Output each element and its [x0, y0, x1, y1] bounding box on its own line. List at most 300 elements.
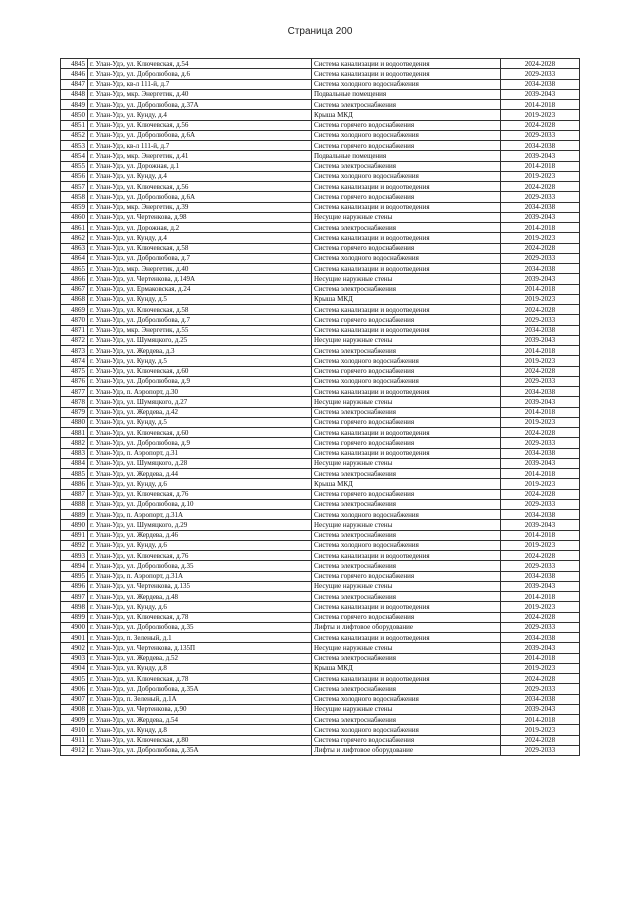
system-cell: Система канализации и водоотведения [312, 59, 501, 69]
address-cell: г. Улан-Удэ, ул. Ермаковская, д.24 [88, 284, 312, 294]
period-cell: 2014-2018 [501, 346, 580, 356]
address-cell: г. Улан-Удэ, ул. Ключевская, д.56 [88, 182, 312, 192]
row-number-cell: 4886 [61, 479, 88, 489]
table-row [61, 684, 580, 694]
address-cell: г. Улан-Удэ, п. Аэропорт, д.31 [88, 448, 312, 458]
period-cell: 2014-2018 [501, 161, 580, 171]
row-number-cell: 4903 [61, 653, 88, 663]
period-cell: 2014-2018 [501, 223, 580, 233]
row-number-cell: 4850 [61, 110, 88, 120]
address-cell: г. Улан-Удэ, ул. Ключевская, д.78 [88, 612, 312, 622]
period-cell: 2034-2038 [501, 141, 580, 151]
address-cell: г. Улан-Удэ, ул. Дорожная, д.2 [88, 223, 312, 233]
system-cell: Система электроснабжения [312, 530, 501, 540]
row-number-cell: 4874 [61, 356, 88, 366]
period-cell: 2029-2033 [501, 69, 580, 79]
address-cell: г. Улан-Удэ, ул. Кунду, д.4 [88, 171, 312, 181]
row-number-cell: 4909 [61, 715, 88, 725]
table-row [61, 458, 580, 468]
row-number-cell: 4854 [61, 151, 88, 161]
address-cell: г. Улан-Удэ, п. Зеленый, д.1А [88, 694, 312, 704]
period-cell: 2029-2033 [501, 438, 580, 448]
row-number-cell: 4882 [61, 438, 88, 448]
period-cell: 2034-2038 [501, 202, 580, 212]
address-cell: г. Улан-Удэ, ул. Добролюбова, д.35А [88, 684, 312, 694]
address-cell: г. Улан-Удэ, ул. Добролюбова, д.9 [88, 376, 312, 386]
table-row [61, 469, 580, 479]
table-row [61, 551, 580, 561]
system-cell: Система горячего водоснабжения [312, 571, 501, 581]
table-row [61, 253, 580, 263]
row-number-cell: 4859 [61, 202, 88, 212]
period-cell: 2019-2023 [501, 479, 580, 489]
system-cell: Система электроснабжения [312, 592, 501, 602]
address-cell: г. Улан-Удэ, ул. Жердева, д.44 [88, 469, 312, 479]
row-number-cell: 4907 [61, 694, 88, 704]
address-cell: г. Улан-Удэ, ул. Жердева, д.46 [88, 530, 312, 540]
period-cell: 2024-2028 [501, 243, 580, 253]
address-cell: г. Улан-Удэ, ул. Добролюбова, д.6А [88, 192, 312, 202]
row-number-cell: 4901 [61, 633, 88, 643]
period-cell: 2039-2043 [501, 581, 580, 591]
table-row [61, 79, 580, 89]
system-cell: Несущие наружные стены [312, 335, 501, 345]
row-number-cell: 4911 [61, 735, 88, 745]
system-cell: Система горячего водоснабжения [312, 192, 501, 202]
address-cell: г. Улан-Удэ, ул. Добролюбова, д.7 [88, 315, 312, 325]
table-row [61, 571, 580, 581]
system-cell: Система горячего водоснабжения [312, 366, 501, 376]
period-cell: 2014-2018 [501, 100, 580, 110]
address-cell: г. Улан-Удэ, ул. Жердева, д.52 [88, 653, 312, 663]
system-cell: Система электроснабжения [312, 499, 501, 509]
address-cell: г. Улан-Удэ, ул. Ключевская, д.56 [88, 120, 312, 130]
row-number-cell: 4910 [61, 725, 88, 735]
address-cell: г. Улан-Удэ, ул. Кунду, д.5 [88, 417, 312, 427]
address-cell: г. Улан-Удэ, ул. Ключевская, д.76 [88, 551, 312, 561]
system-cell: Система канализации и водоотведения [312, 264, 501, 274]
period-cell: 2029-2033 [501, 315, 580, 325]
table-row [61, 356, 580, 366]
row-number-cell: 4895 [61, 571, 88, 581]
system-cell: Система холодного водоснабжения [312, 356, 501, 366]
address-cell: г. Улан-Удэ, ул. Чертенкова, д.135 [88, 581, 312, 591]
address-cell: г. Улан-Удэ, ул. Чертенкова, д.149А [88, 274, 312, 284]
table-row [61, 100, 580, 110]
period-cell: 2019-2023 [501, 110, 580, 120]
address-cell: г. Улан-Удэ, ул. Добролюбова, д.35А [88, 745, 312, 755]
system-cell: Несущие наружные стены [312, 704, 501, 714]
system-cell: Система холодного водоснабжения [312, 253, 501, 263]
address-cell: г. Улан-Удэ, мкр. Энергетик, д.40 [88, 264, 312, 274]
row-number-cell: 4892 [61, 540, 88, 550]
period-cell: 2034-2038 [501, 633, 580, 643]
row-number-cell: 4848 [61, 89, 88, 99]
row-number-cell: 4878 [61, 397, 88, 407]
table-row [61, 489, 580, 499]
row-number-cell: 4867 [61, 284, 88, 294]
address-cell: г. Улан-Удэ, мкр. Энергетик, д.41 [88, 151, 312, 161]
table-row [61, 417, 580, 427]
row-number-cell: 4872 [61, 335, 88, 345]
system-cell: Система холодного водоснабжения [312, 376, 501, 386]
period-cell: 2039-2043 [501, 151, 580, 161]
table-row [61, 335, 580, 345]
period-cell: 2039-2043 [501, 643, 580, 653]
system-cell: Система канализации и водоотведения [312, 674, 501, 684]
table-row [61, 592, 580, 602]
row-number-cell: 4880 [61, 417, 88, 427]
period-cell: 2019-2023 [501, 356, 580, 366]
period-cell: 2029-2033 [501, 192, 580, 202]
period-cell: 2034-2038 [501, 325, 580, 335]
table-row [61, 633, 580, 643]
page-header: Страница 200 [287, 26, 353, 37]
period-cell: 2024-2028 [501, 59, 580, 69]
address-cell: г. Улан-Удэ, ул. Кунду, д.8 [88, 663, 312, 673]
system-cell: Система электроснабжения [312, 407, 501, 417]
table-row [61, 387, 580, 397]
system-cell: Система электроснабжения [312, 469, 501, 479]
period-cell: 2024-2028 [501, 612, 580, 622]
address-cell: г. Улан-Удэ, мкр. Энергетик, д.55 [88, 325, 312, 335]
system-cell: Система канализации и водоотведения [312, 233, 501, 243]
row-number-cell: 4868 [61, 294, 88, 304]
row-number-cell: 4891 [61, 530, 88, 540]
system-cell: Система холодного водоснабжения [312, 694, 501, 704]
table-row [61, 407, 580, 417]
period-cell: 2029-2033 [501, 561, 580, 571]
table-row [61, 745, 580, 755]
system-cell: Система канализации и водоотведения [312, 387, 501, 397]
period-cell: 2019-2023 [501, 417, 580, 427]
table-row [61, 643, 580, 653]
system-cell: Система электроснабжения [312, 653, 501, 663]
row-number-cell: 4858 [61, 192, 88, 202]
table-row [61, 223, 580, 233]
row-number-cell: 4871 [61, 325, 88, 335]
period-cell: 2019-2023 [501, 663, 580, 673]
address-cell: г. Улан-Удэ, ул. Шумяцкого, д.25 [88, 335, 312, 345]
table-row [61, 212, 580, 222]
table-row [61, 397, 580, 407]
system-cell: Несущие наружные стены [312, 520, 501, 530]
row-number-cell: 4860 [61, 212, 88, 222]
table-row [61, 69, 580, 79]
row-number-cell: 4846 [61, 69, 88, 79]
row-number-cell: 4888 [61, 499, 88, 509]
address-cell: г. Улан-Удэ, ул. Ключевская, д.78 [88, 674, 312, 684]
system-cell: Система горячего водоснабжения [312, 612, 501, 622]
address-cell: г. Улан-Удэ, ул. Шумяцкого, д.29 [88, 520, 312, 530]
row-number-cell: 4862 [61, 233, 88, 243]
table-row [61, 151, 580, 161]
address-cell: г. Улан-Удэ, мкр. Энергетик, д.39 [88, 202, 312, 212]
system-cell: Лифты и лифтовое оборудование [312, 745, 501, 755]
system-cell: Система горячего водоснабжения [312, 489, 501, 499]
system-cell: Система электроснабжения [312, 684, 501, 694]
system-cell: Несущие наружные стены [312, 643, 501, 653]
row-number-cell: 4863 [61, 243, 88, 253]
table-row [61, 171, 580, 181]
address-cell: г. Улан-Удэ, ул. Ключевская, д.58 [88, 305, 312, 315]
table-row [61, 243, 580, 253]
address-cell: г. Улан-Удэ, ул. Ключевская, д.80 [88, 735, 312, 745]
row-number-cell: 4896 [61, 581, 88, 591]
table-row [61, 581, 580, 591]
row-number-cell: 4912 [61, 745, 88, 755]
system-cell: Система холодного водоснабжения [312, 79, 501, 89]
system-cell: Система холодного водоснабжения [312, 725, 501, 735]
address-cell: г. Улан-Удэ, ул. Чертенкова, д.98 [88, 212, 312, 222]
system-cell: Система канализации и водоотведения [312, 428, 501, 438]
system-cell: Крыша МКД [312, 663, 501, 673]
table-row [61, 612, 580, 622]
period-cell: 2019-2023 [501, 294, 580, 304]
period-cell: 2034-2038 [501, 264, 580, 274]
system-cell: Лифты и лифтовое оборудование [312, 622, 501, 632]
address-cell: г. Улан-Удэ, ул. Ключевская, д.54 [88, 59, 312, 69]
table-row [61, 305, 580, 315]
system-cell: Система холодного водоснабжения [312, 171, 501, 181]
system-cell: Система горячего водоснабжения [312, 120, 501, 130]
period-cell: 2029-2033 [501, 684, 580, 694]
table-row [61, 674, 580, 684]
row-number-cell: 4897 [61, 592, 88, 602]
row-number-cell: 4902 [61, 643, 88, 653]
row-number-cell: 4887 [61, 489, 88, 499]
address-cell: г. Улан-Удэ, ул. Кунду, д.6 [88, 602, 312, 612]
period-cell: 2024-2028 [501, 674, 580, 684]
address-cell: г. Улан-Удэ, кв-л 111-й, д.7 [88, 141, 312, 151]
period-cell: 2029-2033 [501, 376, 580, 386]
row-number-cell: 4856 [61, 171, 88, 181]
table-row [61, 694, 580, 704]
period-cell: 2014-2018 [501, 530, 580, 540]
address-cell: г. Улан-Удэ, ул. Ключевская, д.76 [88, 489, 312, 499]
period-cell: 2039-2043 [501, 274, 580, 284]
row-number-cell: 4898 [61, 602, 88, 612]
system-cell: Система электроснабжения [312, 715, 501, 725]
system-cell: Система горячего водоснабжения [312, 438, 501, 448]
system-cell: Система холодного водоснабжения [312, 510, 501, 520]
period-cell: 2014-2018 [501, 284, 580, 294]
row-number-cell: 4899 [61, 612, 88, 622]
address-cell: г. Улан-Удэ, ул. Кунду, д.5 [88, 294, 312, 304]
table-row [61, 653, 580, 663]
address-cell: г. Улан-Удэ, ул. Кунду, д.6 [88, 479, 312, 489]
system-cell: Система электроснабжения [312, 223, 501, 233]
row-number-cell: 4884 [61, 458, 88, 468]
row-number-cell: 4875 [61, 366, 88, 376]
table-row [61, 540, 580, 550]
row-number-cell: 4861 [61, 223, 88, 233]
system-cell: Несущие наружные стены [312, 274, 501, 284]
address-cell: г. Улан-Удэ, ул. Кунду, д.6 [88, 540, 312, 550]
address-cell: г. Улан-Удэ, ул. Жердева, д.54 [88, 715, 312, 725]
row-number-cell: 4904 [61, 663, 88, 673]
row-number-cell: 4893 [61, 551, 88, 561]
system-cell: Система холодного водоснабжения [312, 130, 501, 140]
address-cell: г. Улан-Удэ, ул. Чертенкова, д.135П [88, 643, 312, 653]
table-row [61, 202, 580, 212]
row-number-cell: 4852 [61, 130, 88, 140]
system-cell: Несущие наружные стены [312, 458, 501, 468]
table-row [61, 346, 580, 356]
row-number-cell: 4900 [61, 622, 88, 632]
row-number-cell: 4857 [61, 182, 88, 192]
system-cell: Система электроснабжения [312, 561, 501, 571]
system-cell: Несущие наружные стены [312, 581, 501, 591]
period-cell: 2029-2033 [501, 745, 580, 755]
period-cell: 2019-2023 [501, 725, 580, 735]
table-row [61, 704, 580, 714]
table-row [61, 438, 580, 448]
system-cell: Крыша МКД [312, 479, 501, 489]
table-row [61, 141, 580, 151]
period-cell: 2024-2028 [501, 489, 580, 499]
address-cell: г. Улан-Удэ, п. Зеленый, д.1 [88, 633, 312, 643]
period-cell: 2039-2043 [501, 458, 580, 468]
table-row [61, 520, 580, 530]
table-row [61, 130, 580, 140]
row-number-cell: 4883 [61, 448, 88, 458]
period-cell: 2014-2018 [501, 469, 580, 479]
period-cell: 2024-2028 [501, 428, 580, 438]
system-cell: Система электроснабжения [312, 346, 501, 356]
period-cell: 2039-2043 [501, 89, 580, 99]
row-number-cell: 4885 [61, 469, 88, 479]
system-cell: Система канализации и водоотведения [312, 202, 501, 212]
address-cell: г. Улан-Удэ, п. Аэропорт, д.30 [88, 387, 312, 397]
table-row [61, 376, 580, 386]
address-cell: г. Улан-Удэ, ул. Добролюбова, д.35 [88, 622, 312, 632]
table-row [61, 315, 580, 325]
address-cell: г. Улан-Удэ, ул. Шумяцкого, д.28 [88, 458, 312, 468]
table-row [61, 725, 580, 735]
period-cell: 2039-2043 [501, 212, 580, 222]
table-row [61, 161, 580, 171]
period-cell: 2019-2023 [501, 233, 580, 243]
row-number-cell: 4881 [61, 428, 88, 438]
system-cell: Система канализации и водоотведения [312, 182, 501, 192]
row-number-cell: 4908 [61, 704, 88, 714]
period-cell: 2034-2038 [501, 510, 580, 520]
period-cell: 2024-2028 [501, 735, 580, 745]
period-cell: 2039-2043 [501, 704, 580, 714]
address-cell: г. Улан-Удэ, ул. Добролюбова, д.37А [88, 100, 312, 110]
period-cell: 2039-2043 [501, 335, 580, 345]
table-row [61, 192, 580, 202]
address-cell: г. Улан-Удэ, ул. Ключевская, д.60 [88, 428, 312, 438]
row-number-cell: 4905 [61, 674, 88, 684]
table-row [61, 530, 580, 540]
period-cell: 2039-2043 [501, 397, 580, 407]
table-row [61, 325, 580, 335]
row-number-cell: 4864 [61, 253, 88, 263]
system-cell: Несущие наружные стены [312, 397, 501, 407]
row-number-cell: 4849 [61, 100, 88, 110]
table-row [61, 120, 580, 130]
period-cell: 2024-2028 [501, 120, 580, 130]
row-number-cell: 4845 [61, 59, 88, 69]
system-cell: Система канализации и водоотведения [312, 448, 501, 458]
table-row [61, 428, 580, 438]
table-row [61, 499, 580, 509]
period-cell: 2034-2038 [501, 79, 580, 89]
table-row [61, 602, 580, 612]
table-row [61, 89, 580, 99]
table-body [61, 59, 580, 756]
system-cell: Система канализации и водоотведения [312, 633, 501, 643]
table-row [61, 622, 580, 632]
address-cell: г. Улан-Удэ, ул. Добролюбова, д.9 [88, 438, 312, 448]
repair-schedule-table [60, 58, 580, 756]
period-cell: 2024-2028 [501, 182, 580, 192]
system-cell: Крыша МКД [312, 294, 501, 304]
system-cell: Система горячего водоснабжения [312, 735, 501, 745]
period-cell: 2019-2023 [501, 540, 580, 550]
table-row [61, 561, 580, 571]
row-number-cell: 4894 [61, 561, 88, 571]
system-cell: Система канализации и водоотведения [312, 551, 501, 561]
period-cell: 2029-2033 [501, 253, 580, 263]
period-cell: 2019-2023 [501, 171, 580, 181]
address-cell: г. Улан-Удэ, мкр. Энергетик, д.40 [88, 89, 312, 99]
table-row [61, 59, 580, 69]
address-cell: г. Улан-Удэ, ул. Жердева, д.42 [88, 407, 312, 417]
address-cell: г. Улан-Удэ, ул. Добролюбова, д.10 [88, 499, 312, 509]
period-cell: 2014-2018 [501, 407, 580, 417]
table-row [61, 284, 580, 294]
address-cell: г. Улан-Удэ, ул. Кунду, д.4 [88, 233, 312, 243]
row-number-cell: 4847 [61, 79, 88, 89]
system-cell: Крыша МКД [312, 110, 501, 120]
system-cell: Система канализации и водоотведения [312, 69, 501, 79]
period-cell: 2024-2028 [501, 366, 580, 376]
table-row [61, 448, 580, 458]
row-number-cell: 4873 [61, 346, 88, 356]
address-cell: г. Улан-Удэ, ул. Кунду, д.4 [88, 110, 312, 120]
table-row [61, 663, 580, 673]
period-cell: 2019-2023 [501, 602, 580, 612]
system-cell: Система электроснабжения [312, 284, 501, 294]
system-cell: Система канализации и водоотведения [312, 325, 501, 335]
table-row [61, 233, 580, 243]
period-cell: 2029-2033 [501, 499, 580, 509]
row-number-cell: 4855 [61, 161, 88, 171]
row-number-cell: 4869 [61, 305, 88, 315]
system-cell: Система горячего водоснабжения [312, 417, 501, 427]
row-number-cell: 4877 [61, 387, 88, 397]
system-cell: Система электроснабжения [312, 161, 501, 171]
system-cell: Система канализации и водоотведения [312, 602, 501, 612]
address-cell: г. Улан-Удэ, ул. Жердева, д.48 [88, 592, 312, 602]
address-cell: г. Улан-Удэ, ул. Шумяцкого, д.27 [88, 397, 312, 407]
table-row [61, 110, 580, 120]
address-cell: г. Улан-Удэ, ул. Жердева, д.3 [88, 346, 312, 356]
row-number-cell: 4853 [61, 141, 88, 151]
row-number-cell: 4851 [61, 120, 88, 130]
row-number-cell: 4876 [61, 376, 88, 386]
table-row [61, 510, 580, 520]
row-number-cell: 4889 [61, 510, 88, 520]
period-cell: 2034-2038 [501, 694, 580, 704]
row-number-cell: 4866 [61, 274, 88, 284]
period-cell: 2029-2033 [501, 130, 580, 140]
period-cell: 2014-2018 [501, 653, 580, 663]
address-cell: г. Улан-Удэ, ул. Кунду, д.5 [88, 356, 312, 366]
